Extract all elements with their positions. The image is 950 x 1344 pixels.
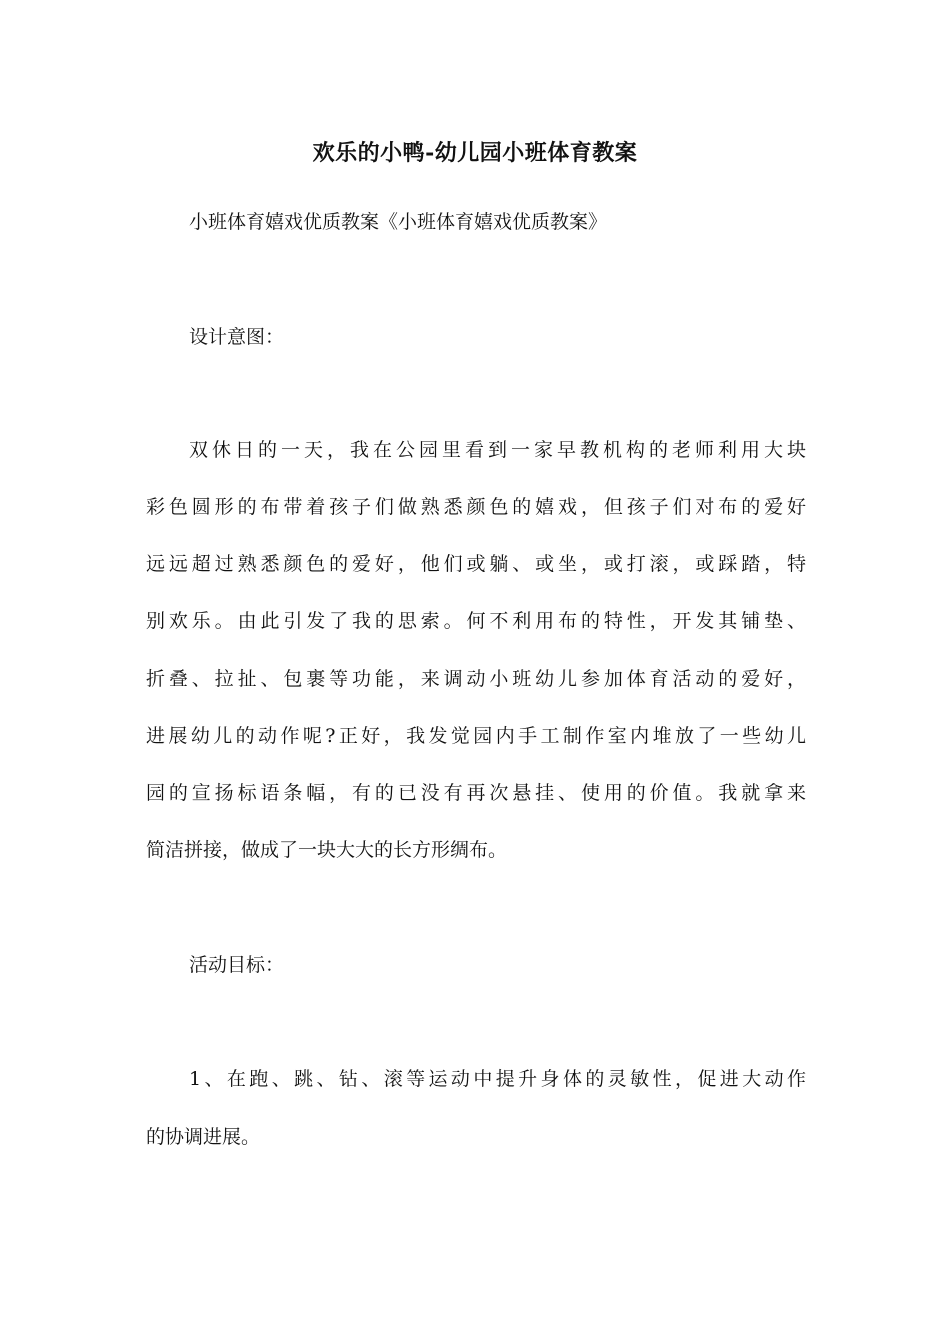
- paragraph-line: 园的宣扬标语条幅，有的已没有再次悬挂、使用的价值。我就拿来: [146, 782, 806, 804]
- paragraph-line: 折叠、拉扯、包裹等功能，来调动小班幼儿参加体育活动的爱好，: [146, 668, 806, 690]
- paragraph-line: 进展幼儿的动作呢?正好，我发觉园内手工制作室内堆放了一些幼儿: [146, 725, 806, 747]
- section-heading-design: 设计意图：: [189, 326, 285, 348]
- paragraph-line: 双休日的一天，我在公园里看到一家早教机构的老师利用大块: [189, 439, 806, 461]
- paragraph-line: 彩色圆形的布带着孩子们做熟悉颜色的嬉戏，但孩子们对布的爱好: [146, 496, 806, 518]
- paragraph-line: 远远超过熟悉颜色的爱好，他们或躺、或坐，或打滚，或踩踏，特: [146, 553, 806, 575]
- goal-line: 的协调进展。: [146, 1126, 261, 1148]
- document-subtitle: 小班体育嬉戏优质教案《小班体育嬉戏优质教案》: [189, 211, 608, 233]
- section-heading-goals: 活动目标：: [189, 954, 285, 976]
- paragraph-line: 别欢乐。由此引发了我的思索。何不利用布的特性，开发其铺垫、: [146, 610, 806, 632]
- paragraph-line: 简洁拼接，做成了一块大大的长方形绸布。: [146, 839, 508, 861]
- goal-line: 1、在跑、跳、钻、滚等运动中提升身体的灵敏性，促进大动作: [189, 1068, 806, 1090]
- document-title: 欢乐的小鸭-幼儿园小班体育教案: [312, 140, 638, 166]
